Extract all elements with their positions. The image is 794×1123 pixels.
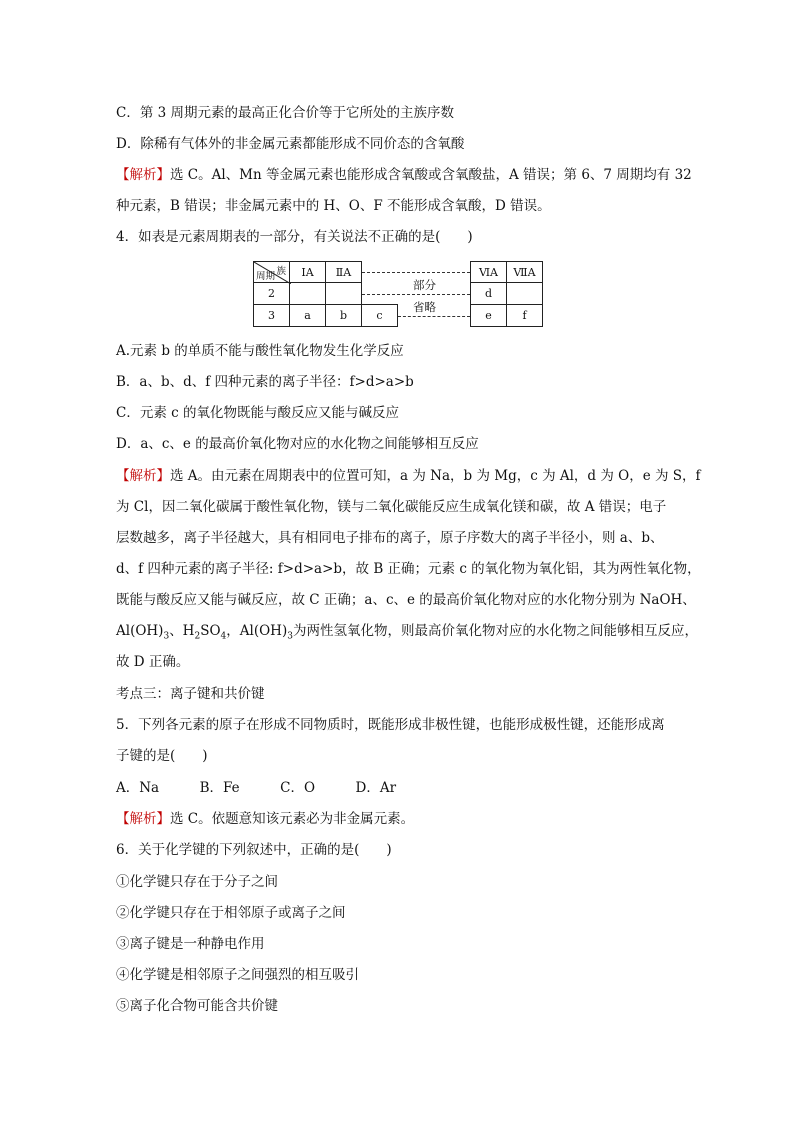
cell-c: c [361, 304, 398, 327]
table-corner-header [253, 261, 290, 283]
option-b-q4: B．a、b、d、f 四种元素的离子半径：f>d>a>b [116, 374, 414, 390]
subscript: 3 [163, 631, 170, 642]
cell-b: b [325, 304, 362, 327]
analysis-tag: 【解析】 [116, 811, 170, 827]
analysis-q4-line7: 故 D 正确。 [116, 654, 190, 670]
periodic-table-fragment [253, 261, 543, 327]
col-2a-header: ⅡA [325, 261, 362, 283]
subscript: 4 [220, 631, 227, 642]
analysis-text: 选 C。Al、Mn 等金属元素也能形成含氧酸或含氧酸盐，A 错误；第 6、7 周期均有 32 [170, 167, 692, 183]
col-7a-header: ⅦA [506, 261, 543, 283]
cell-2-7a [506, 282, 543, 305]
formula-part: 、H [169, 623, 195, 639]
option-d-q4: D．a、c、e 的最高价氧化物对应的水化物之间能够相互反应 [116, 436, 479, 452]
statement-2: ②化学键只存在于相邻原子或离子之间 [116, 905, 346, 921]
formula-part: SO [200, 623, 221, 639]
col-6a-header: ⅥA [470, 261, 507, 283]
omit-label-top: 部分 [413, 278, 436, 292]
question-5-options: A．Na B．Fe C．O D．Ar [116, 780, 397, 796]
question-5-line1: 5．下列各元素的原子在形成不同物质时，既能形成非极性键，也能形成极性键，还能形成离 [116, 717, 665, 733]
analysis-q4-line3: 层数越多，离子半径越大，具有相同电子排布的离子，原子序数大的离子半径小，则 a、b、 [116, 530, 664, 546]
analysis-q3-line1 [116, 166, 692, 184]
row-3-label: 3 [253, 304, 290, 327]
formula-part: ，Al(OH) [226, 623, 288, 639]
statement-4: ④化学键是相邻原子之间强烈的相互吸引 [116, 967, 359, 983]
cell-e: e [470, 304, 507, 327]
col-1a-header: ⅠA [289, 261, 326, 283]
question-5-line2: 子键的是( ) [116, 748, 208, 764]
header-group-label: 族 [276, 266, 286, 277]
analysis-q5 [116, 810, 414, 828]
analysis-q4-line5: 既能与酸反应又能与碱反应，故 C 正确；a、c、e 的最高价氧化物对应的水化物分别为 NaOH、 [116, 592, 696, 608]
option-c-q4: C．元素 c 的氧化物既能与酸反应又能与碱反应 [116, 405, 399, 421]
analysis-q4-line1 [116, 467, 701, 485]
section-heading-3: 考点三：离子键和共价键 [116, 686, 265, 702]
cell-f: f [506, 304, 543, 327]
option-a-q4: A.元素 b 的单质不能与酸性氧化物发生化学反应 [116, 343, 404, 359]
analysis-tag: 【解析】 [116, 167, 170, 183]
question-4: 4．如表是元素周期表的一部分，有关说法不正确的是( ) [116, 229, 473, 245]
omit-label-bottom: 省略 [413, 300, 436, 314]
formula-part: 为两性氢氧化物，则最高价氧化物对应的水化物之间能够相互反应， [292, 623, 698, 639]
cell-2-1a [289, 282, 326, 305]
analysis-q4-line2: 为 Cl，因二氧化碳属于酸性氧化物，镁与二氧化碳能反应生成氧化镁和碳，故 A 错误；电子 [116, 499, 667, 515]
cell-a: a [289, 304, 326, 327]
question-6: 6．关于化学键的下列叙述中，正确的是( ) [116, 842, 392, 858]
analysis-q3-line2: 种元素，B 错误；非金属元素中的 H、O、F 不能形成含氧酸，D 错误。 [116, 198, 551, 214]
statement-3: ③离子键是一种静电作用 [116, 936, 265, 952]
analysis-text: 选 A。由元素在周期表中的位置可知，a 为 Na，b 为 Mg，c 为 Al，d 为 O，e 为 S，f [170, 468, 701, 484]
formula-part: Al(OH) [116, 623, 164, 639]
statement-1: ①化学键只存在于分子之间 [116, 874, 278, 890]
row-2-label: 2 [253, 282, 290, 305]
analysis-text: 选 C。依题意知该元素必为非金属元素。 [170, 811, 415, 827]
omit-dash-middle [362, 294, 470, 295]
statement-5: ⑤离子化合物可能含共价键 [116, 998, 278, 1014]
cell-2-2a [325, 282, 362, 305]
subscript: 2 [194, 631, 201, 642]
header-period-label: 周期 [256, 271, 276, 282]
analysis-q4-line4: d、f 四种元素的离子半径: f>d>a>b，故 B 正确；元素 c 的氧化物为氧化铝，其为两性氧化物， [116, 561, 701, 577]
option-c-q3: C．第 3 周期元素的最高正化合价等于它所处的主族序数 [116, 105, 455, 121]
omit-dash-bottom [398, 316, 470, 317]
option-d-q3: D．除稀有气体外的非金属元素都能形成不同价态的含氧酸 [116, 136, 465, 152]
subscript: 3 [287, 631, 293, 642]
omit-dash-top [362, 272, 470, 273]
analysis-tag: 【解析】 [116, 468, 170, 484]
analysis-q4-line6 [116, 622, 698, 640]
cell-d: d [470, 282, 507, 305]
